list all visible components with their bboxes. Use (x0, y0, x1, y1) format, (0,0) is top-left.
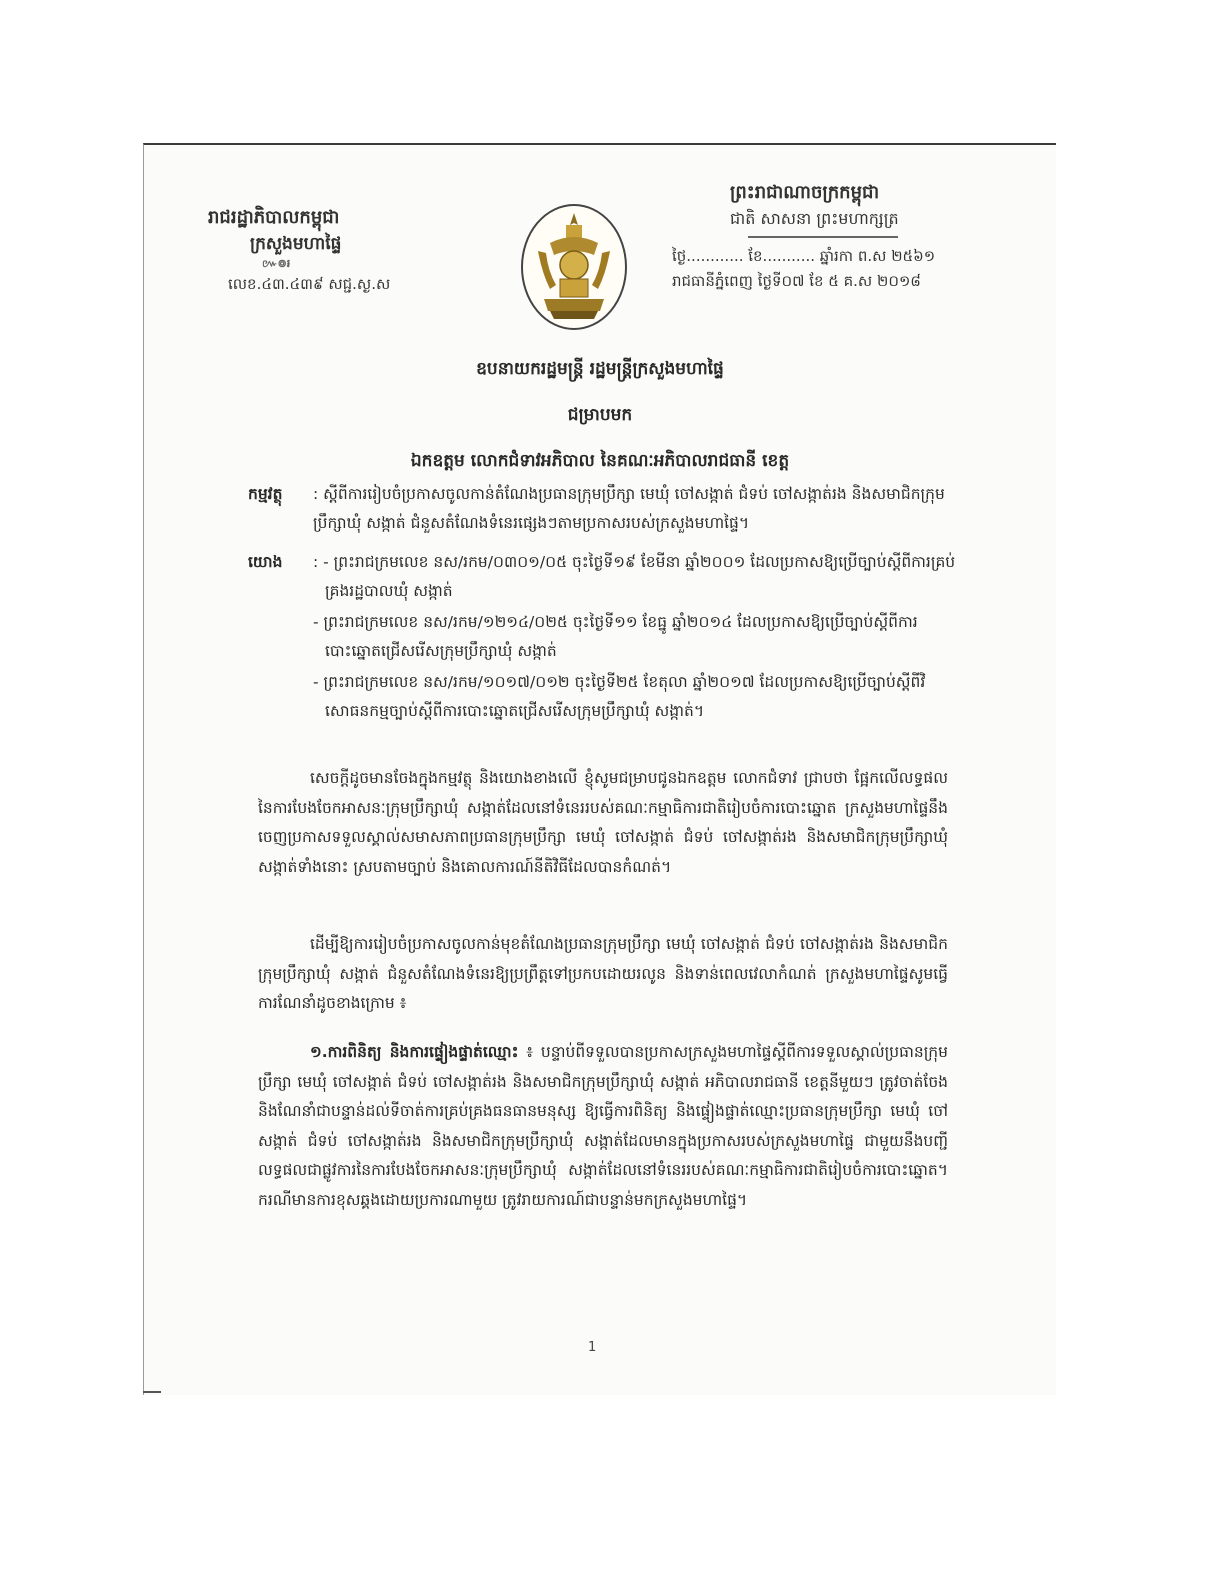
sender-title: ឧបនាយករដ្ឋមន្ត្រី រដ្ឋមន្ត្រីក្រសួងមហាផ្ទៃ (476, 359, 724, 379)
ministry-line: រាជរដ្ឋាភិបាលកម្ពុជា (208, 207, 340, 228)
lunar-date: ថ្ងៃ............ ខែ........... ឆ្នាំរកា ព.ស ២៥៦១ (672, 247, 936, 265)
subject-text: : ស្ដីពីការរៀបចំប្រកាសចូលកាន់តំណែងប្រធានក្រុមប្រឹក្សា មេឃុំ ចៅសង្កាត់ ជំទប់ ចៅសង្កាត់រង និងសមាជិកក្រុមប្រឹក្សាឃុំ សង្កាត់ ជំនួសតំណែងទំនេរផ្សេងៗតាមប្រកាសរបស់ក្រសួងមហាផ្ទៃ។ (313, 485, 945, 532)
national-motto: ជាតិ សាសនា ព្រះមហាក្សត្រ (730, 209, 899, 228)
solar-date: រាជធានីភ្នំពេញ ថ្ងៃទី០៧ ខែ ៥ គ.ស ២០១៨ (672, 272, 921, 290)
department-name: ក្រសួងមហាផ្ទៃ (250, 234, 342, 254)
section-title: ១.ការពិនិត្យ និងការផ្ទៀងផ្ទាត់ឈ្មោះ (310, 1043, 519, 1061)
salutation: ជម្រាបមក (567, 405, 633, 425)
right-header (668, 180, 1018, 294)
reference-item: - ព្រះរាជក្រមលេខ នស/រកម/១២១៤/០២៥ ចុះថ្ងៃទី១១ ខែធ្នូ ឆ្នាំ២០១៤ ដែលប្រកាសឱ្យប្រើច្បាប់ស្ដីពីការបោះឆ្នោតជ្រើសរើសក្រុមប្រឹក្សាឃុំ សង្កាត់ (313, 613, 918, 660)
body-paragraph-3 (258, 1038, 948, 1215)
page-edge (143, 1391, 1055, 1393)
page-number: 1 (588, 1340, 597, 1355)
paragraph-text: ៖ បន្ទាប់ពីទទួលបានប្រកាសក្រសួងមហាផ្ទៃស្ដីពីការទទួលស្គាល់ប្រធានក្រុមប្រឹក្សា មេឃុំ ចៅសង្កាត់ ជំទប់ ចៅសង្កាត់រង និងសមាជិកក្រុមប្រឹក្សាឃុំ សង្កាត់ អភិបាលរាជធានី ខេត្តនីមួយៗ ត្រូវចាត់ចែង និងណែនាំជាបន្ទាន់ដល់ទីចាត់ការគ្រប់គ្រងធនធានមនុស្ស ឱ្យធ្វើការពិនិត្យ និងផ្ទៀងផ្ទាត់ឈ្មោះប្រធានក្រុមប្រឹក្សា មេឃុំ ចៅសង្កាត់ ជំទប់ ចៅសង្កាត់រង និងសមាជិកក្រុមប្រឹក្សាឃុំ សង្កាត់ដែលមានក្នុងប្រកាសរបស់ក្រសួងមហាផ្ទៃ ជាមួយនឹងបញ្ជីលទ្ធផលជាផ្លូវការនៃការបែងចែកអាសនៈក្រុមប្រឹក្សាឃុំ សង្កាត់ដែលនៅទំនេររបស់គណៈកម្មាធិការជាតិរៀបចំការបោះឆ្នោត។ ករណីមានការខុសឆ្គងដោយប្រការណាមួយ ត្រូវរាយការណ៍ជាបន្ទាន់មកក្រសួងមហាផ្ទៃ។ (258, 1043, 948, 1209)
kingdom-title: ព្រះរាជាណាចក្រកម្ពុជា (730, 182, 880, 203)
reference-number: លេខ.៤៣.៤៣៩ សជ្ជ.ស្ង.ស (228, 275, 391, 293)
references-block (248, 548, 958, 728)
body-paragraph-2 (258, 930, 948, 1019)
left-header (200, 205, 500, 297)
subject-block (248, 480, 958, 538)
recipient-title: ឯកឧត្តម លោកជំទាវអភិបាល នៃគណៈអភិបាលរាជធានី ខេត្ត (410, 451, 790, 471)
motto-divider (748, 236, 898, 238)
reference-item: - ព្រះរាជក្រមលេខ នស/រកម/១០១៧/០១២ ចុះថ្ងៃទី២៥ ខែតុលា ឆ្នាំ២០១៧ ដែលប្រកាសឱ្យប្រើច្បាប់ស្ដីពីវិសោធនកម្មច្បាប់ស្ដីពីការបោះឆ្នោតជ្រើសរើសក្រុមប្រឹក្សាឃុំ សង្កាត់។ (313, 673, 926, 720)
royal-emblem-icon (520, 203, 628, 331)
subject-label: កម្មវត្ថុ (248, 485, 283, 503)
letter-headings (250, 346, 950, 484)
body-paragraph-1 (258, 764, 948, 882)
references-label: យោង (248, 553, 283, 571)
ornament-divider: ៚៙៛ (262, 257, 291, 270)
paragraph-text: ដើម្បីឱ្យការរៀបចំប្រកាសចូលកាន់មុខតំណែងប្រធានក្រុមប្រឹក្សា មេឃុំ ចៅសង្កាត់ ជំទប់ ចៅសង្កាត់រង និងសមាជិកក្រុមប្រឹក្សាឃុំ សង្កាត់ ជំនួសតំណែងទំនេរឱ្យប្រព្រឹត្តទៅប្រកបដោយរលូន និងទាន់ពេលវេលាកំណត់ ក្រសួងមហាផ្ទៃសូមធ្វើការណែនាំដូចខាងក្រោម ៖ (258, 935, 948, 1012)
reference-item: : - ព្រះរាជក្រមលេខ នស/រកម/០៣០១/០៥ ចុះថ្ងៃទី១៩ ខែមីនា ឆ្នាំ២០០១ ដែលប្រកាសឱ្យប្រើច្បាប់ស្ដីពីការគ្រប់គ្រងរដ្ឋបាលឃុំ សង្កាត់ (313, 553, 956, 600)
paragraph-text: សេចក្ដីដូចមានចែងក្នុងកម្មវត្ថុ និងយោងខាងលើ ខ្ញុំសូមជម្រាបជូនឯកឧត្តម លោកជំទាវ ជ្រាបថា ផ្អែកលើលទ្ធផលនៃការបែងចែកអាសនៈក្រុមប្រឹក្សាឃុំ សង្កាត់ដែលនៅទំនេររបស់គណៈកម្មាធិការជាតិរៀបចំការបោះឆ្នោត ក្រសួងមហាផ្ទៃនឹងចេញប្រកាសទទួលស្គាល់សមាសភាពប្រធានក្រុមប្រឹក្សា មេឃុំ ចៅសង្កាត់ ជំទប់ ចៅសង្កាត់រង និងសមាជិកក្រុមប្រឹក្សាឃុំ សង្កាត់ទាំងនោះ ស្របតាមច្បាប់ និងគោលការណ៍នីតិវិធីដែលបានកំណត់។ (258, 769, 948, 876)
